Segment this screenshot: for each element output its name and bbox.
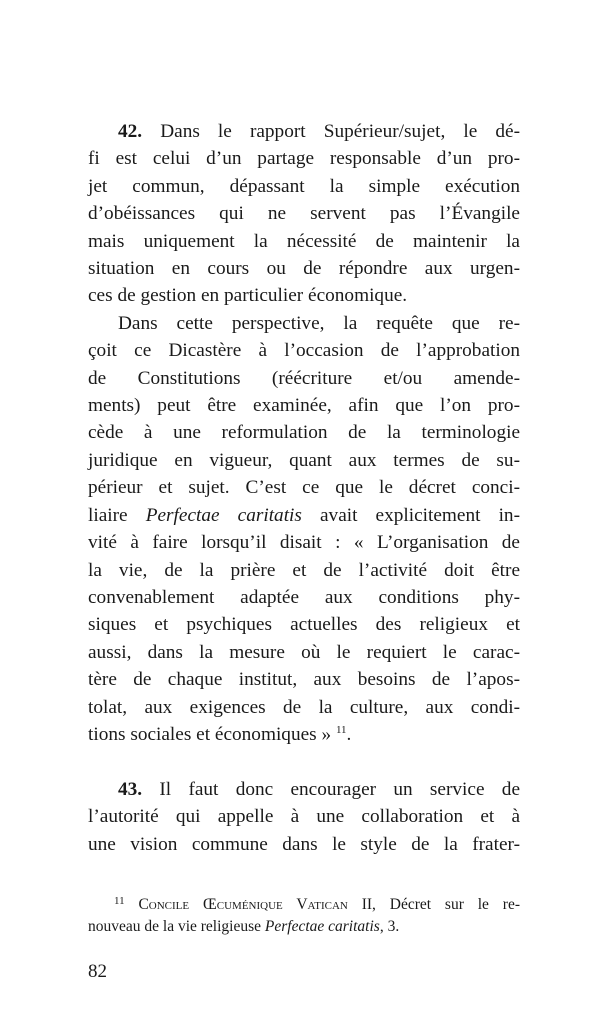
text-segment: vité à faire lorsqu’il disait : « L’organisation de xyxy=(88,532,520,554)
text-segment: tère de chaque institut, aux besoins de l’apos- xyxy=(88,669,520,691)
text-segment: situation en cours ou de répondre aux urgen- xyxy=(88,258,520,280)
text-segment: Il faut donc encourager un service de xyxy=(142,778,520,800)
text-line xyxy=(88,721,520,748)
text-line xyxy=(88,145,520,172)
text-line xyxy=(88,337,520,364)
text-line xyxy=(88,173,520,200)
text-segment: Dans le rapport Supérieur/sujet, le dé- xyxy=(142,121,520,142)
text-segment: Concile Œcuménique Vatican xyxy=(138,896,348,914)
text-line xyxy=(88,419,520,446)
text-segment: avait explicitement in- xyxy=(301,504,520,526)
text-segment: II, Décret sur le re- xyxy=(347,896,520,914)
text-segment: çoit ce Dicastère à l’occasion de l’approbation xyxy=(88,340,520,362)
text-line xyxy=(88,447,520,474)
text-segment: de Constitutions (réécriture et/ou amende- xyxy=(88,367,520,389)
text-segment: tolat, aux exigences de la culture, aux condi- xyxy=(88,696,520,718)
text-segment: cède à une reformulation de la terminologie xyxy=(88,422,520,444)
text-segment: ces de gestion en particulier économique. xyxy=(88,285,408,307)
text-line xyxy=(88,282,520,309)
text-segment: Perfectae caritatis xyxy=(145,504,302,526)
text-line xyxy=(88,529,520,556)
text-line xyxy=(88,831,520,858)
page xyxy=(88,0,520,1024)
text-segment: ments) peut être examinée, afin que l’on pro- xyxy=(88,395,520,417)
text-line xyxy=(88,584,520,611)
text-line xyxy=(88,474,520,501)
text-line xyxy=(88,639,520,666)
text-line xyxy=(88,118,520,145)
text-line xyxy=(88,894,520,916)
text-line xyxy=(88,803,520,830)
text-segment: juridique en vigueur, quant aux termes de su- xyxy=(88,449,520,471)
text-segment: siques et psychiques actuelles des religieux et xyxy=(88,614,520,636)
text-segment: aussi, dans la mesure où le requiert le carac- xyxy=(88,641,520,663)
footnote-reference: 11 xyxy=(114,895,125,908)
text-segment: liaire xyxy=(88,504,146,526)
text-segment: nouveau de la vie religieuse xyxy=(88,918,265,936)
text-segment: convenablement adaptée aux conditions phy- xyxy=(88,586,520,608)
text-line xyxy=(88,255,520,282)
text-segment: tions sociales et économiques » xyxy=(88,723,336,745)
text-line xyxy=(88,392,520,419)
text-segment: Dans cette perspective, la requête que re- xyxy=(118,312,520,334)
text-segment: jet commun, dépassant la simple exécution xyxy=(88,175,520,197)
text-segment: d’obéissances qui ne servent pas l’Évangile xyxy=(88,203,520,225)
paragraph-gap xyxy=(88,748,520,776)
text-segment: une vision commune dans le style de la frater- xyxy=(88,833,520,855)
text-segment: . xyxy=(346,723,352,745)
page-body xyxy=(88,118,520,858)
text-line xyxy=(88,310,520,337)
paragraph-number: 43. xyxy=(118,778,143,800)
text-segment: l’autorité qui appelle à une collaboration et à xyxy=(88,806,520,828)
text-segment: la vie, de la prière et de l’activité doit être xyxy=(88,559,520,581)
text-segment: fi est celui d’un partage responsable d’un pro- xyxy=(88,148,520,170)
text-segment: , 3. xyxy=(379,918,400,936)
text-line xyxy=(88,228,520,255)
text-segment xyxy=(125,896,139,913)
footnote-reference: 11 xyxy=(335,723,347,736)
text-line xyxy=(88,611,520,638)
text-line xyxy=(88,694,520,721)
text-line xyxy=(88,776,520,803)
page-number: 82 xyxy=(88,961,107,983)
text-segment: mais uniquement la nécessité de maintenir la xyxy=(88,230,520,252)
text-line xyxy=(88,916,520,938)
text-line xyxy=(88,557,520,584)
text-segment: Perfectae caritatis xyxy=(264,918,380,936)
text-line xyxy=(88,365,520,392)
text-line xyxy=(88,200,520,227)
text-line xyxy=(88,666,520,693)
paragraph-number: 42. xyxy=(118,121,143,142)
text-line xyxy=(88,502,520,529)
text-segment: périeur et sujet. C’est ce que le décret conci- xyxy=(88,477,520,499)
footnote xyxy=(88,894,520,938)
